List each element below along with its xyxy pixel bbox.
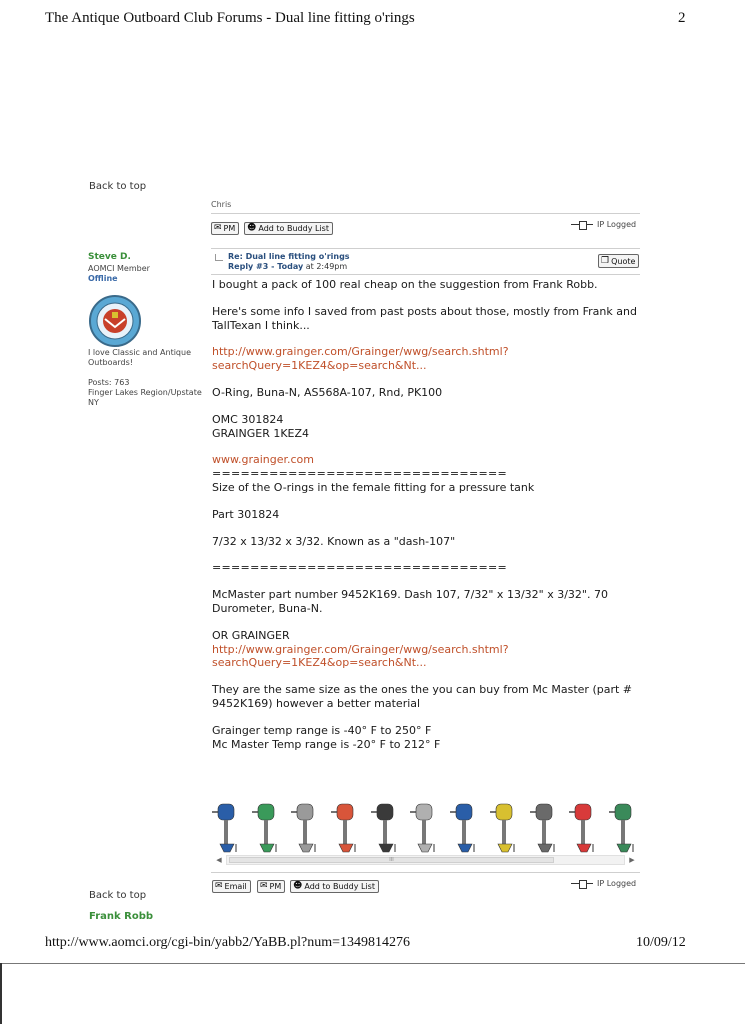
outboard-motor-icon xyxy=(371,800,401,854)
post-header xyxy=(215,252,350,272)
post-text-line: GRAINGER 1KEZ4 xyxy=(212,426,310,440)
ip-logged-icon xyxy=(571,221,593,228)
add-to-buddy-list-button-2[interactable] xyxy=(290,880,379,893)
buddy-icon: ☻ xyxy=(293,881,303,891)
scroll-thumb[interactable]: III xyxy=(229,857,554,863)
post-title[interactable]: Re: Dual line fitting o'rings xyxy=(228,252,350,261)
pm-button[interactable] xyxy=(211,222,239,235)
post-text-line: Mc Master Temp range is -20° F to 212° F xyxy=(212,737,441,751)
post-text-line: Here's some info I saved from past posts about those, mostly from Frank and TallTexan I think... xyxy=(212,304,637,332)
post-text-line: They are the same size as the ones the you can buy from Mc Master (part # 9452K169) however a better material xyxy=(212,683,633,710)
post-text-line: Size of the O-rings in the female fitting for a pressure tank xyxy=(212,480,535,494)
grainger-search-link[interactable]: http://www.grainger.com/Grainger/wwg/search.shtml?searchQuery=1KEZ4&op=search&Nt... xyxy=(212,345,509,373)
post-reply-label: Reply #3 - Today xyxy=(228,262,304,271)
outboard-motor-icon xyxy=(252,800,282,854)
buddy-icon: ☻ xyxy=(247,223,257,233)
print-footer-url: http://www.aomci.org/cgi-bin/yabb2/YaBB.pl?num=1349814276 xyxy=(45,935,411,950)
print-header-title: The Antique Outboard Club Forums - Dual line fitting o'rings xyxy=(45,10,415,26)
print-footer-date: 10/09/12 xyxy=(636,935,686,950)
buddy-label: Add to Buddy List xyxy=(258,224,329,233)
post-body xyxy=(212,278,647,764)
grainger-search-link-2[interactable]: http://www.grainger.com/Grainger/wwg/search.shtml?searchQuery=1KEZ4&op=search&Nt... xyxy=(212,642,509,670)
footer-divider xyxy=(211,872,640,873)
print-page-number: 2 xyxy=(678,10,686,26)
post-text-line: O-Ring, Buna-N, AS568A-107, Rnd, PK100 xyxy=(212,385,443,399)
ip-logged-indicator-2 xyxy=(571,879,636,888)
email-button[interactable] xyxy=(212,880,251,893)
user-post-count: Posts: 763 xyxy=(88,378,130,387)
post-text-line: 7/32 x 13/32 x 3/32. Known as a "dash-107" xyxy=(212,534,456,548)
pm-icon: ✉ xyxy=(260,881,268,891)
page-edge-left xyxy=(0,963,2,1024)
outboard-motors-signature-image xyxy=(212,798,639,854)
scroll-left-arrow-icon[interactable]: ◀ xyxy=(216,856,222,864)
post-arrow-icon xyxy=(215,254,223,261)
outboard-motor-icon xyxy=(490,800,520,854)
post-text-line: McMaster part number 9452K169. Dash 107, 7/32" x 13/32" x 3/32". 70 Durometer, Buna-N. xyxy=(212,588,608,615)
grainger-link[interactable]: www.grainger.com xyxy=(212,453,315,467)
post-text-line: OR GRAINGER xyxy=(212,628,290,642)
outboard-motor-icon xyxy=(450,800,480,854)
back-to-top-link[interactable]: Back to top xyxy=(89,181,147,192)
ip-logged-indicator xyxy=(571,220,636,229)
post-separator: =============================== xyxy=(212,467,508,481)
post-text-line: I bought a pack of 100 real cheap on the suggestion from Frank Robb. xyxy=(212,278,598,291)
post-reply-time: at 2:49pm xyxy=(303,262,348,271)
post-text-line: Part 301824 xyxy=(212,507,280,521)
outboard-motor-icon xyxy=(212,800,242,854)
quote-button[interactable] xyxy=(598,254,639,268)
ip-logged-icon xyxy=(571,880,593,887)
user-location: Finger Lakes Region/Upstate NY xyxy=(88,388,202,407)
previous-post-signature: Chris xyxy=(211,200,232,209)
back-to-top-link-2[interactable]: Back to top xyxy=(89,890,147,901)
avatar-emblem-icon xyxy=(88,294,142,348)
pm-label: PM xyxy=(223,224,236,233)
signature-scrollbar[interactable] xyxy=(212,854,639,866)
email-icon: ✉ xyxy=(215,881,223,891)
user-name-link[interactable]: Steve D. xyxy=(88,252,131,262)
outboard-motor-icon xyxy=(331,800,361,854)
quote-icon: ❐ xyxy=(601,255,610,266)
user-tagline: I love Classic and Antique Outboards! xyxy=(88,348,191,367)
user-status: Offline xyxy=(88,274,118,283)
user-post-info xyxy=(88,378,203,408)
outboard-motor-icon xyxy=(530,800,560,854)
user-avatar xyxy=(88,294,142,348)
ip-logged-label: IP Logged xyxy=(597,220,637,229)
post-separator: =============================== xyxy=(212,561,508,575)
pm-button-2[interactable] xyxy=(257,880,285,893)
signature-divider xyxy=(211,213,640,214)
next-post-user-name-link[interactable]: Frank Robb xyxy=(89,911,154,922)
ip-logged-label: IP Logged xyxy=(597,879,637,888)
buddy-label: Add to Buddy List xyxy=(304,882,375,891)
pm-icon: ✉ xyxy=(214,223,222,233)
scroll-right-arrow-icon[interactable]: ▶ xyxy=(629,856,635,864)
post-text-line: Grainger temp range is -40° F to 250° F xyxy=(212,723,432,737)
quote-label: Quote xyxy=(611,256,636,266)
outboard-motor-icon xyxy=(609,800,639,854)
post-text-line: OMC 301824 xyxy=(212,412,284,426)
add-to-buddy-list-button[interactable] xyxy=(244,222,333,235)
outboard-motor-icon xyxy=(569,800,599,854)
post-divider xyxy=(211,248,640,249)
page-edge xyxy=(0,963,745,964)
outboard-motor-icon xyxy=(410,800,440,854)
post-header-divider xyxy=(211,274,640,275)
scroll-track[interactable] xyxy=(226,855,625,865)
user-rank: AOMCI Member xyxy=(88,264,150,273)
outboard-motor-icon xyxy=(291,800,321,854)
email-label: Email xyxy=(224,882,247,891)
pm-label: PM xyxy=(269,882,282,891)
